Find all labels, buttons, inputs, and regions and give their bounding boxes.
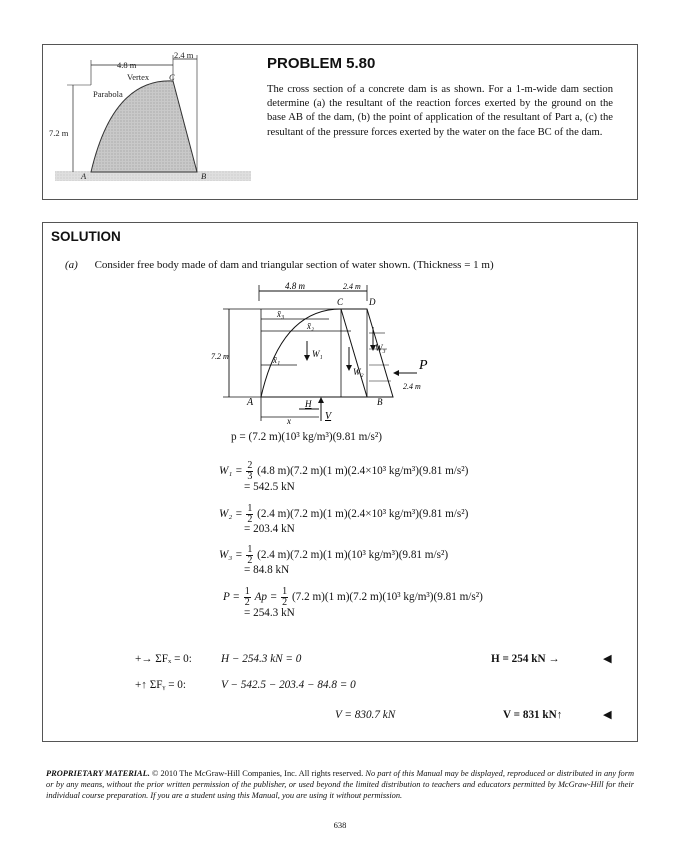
footer-lead: PROPRIETARY MATERIAL. [46,769,150,778]
eq-sum-fx: H − 254.3 kN = 0 [221,653,302,665]
eq-pressure [223,587,483,608]
eq-pressure-frac2: $\frac{1}{2}$ [282,586,288,608]
eq-sum-fy: V − 542.5 − 203.4 − 84.8 = 0 [221,679,356,691]
fbd-label-h: H [305,399,312,409]
eq-w1-lhs: W₁ = [219,465,243,478]
dam-figure [45,45,255,199]
footer-italic: No part of this Manual may be displayed, reproduced or distributed in any form or by any means, without the prior written permission of the publisher, or used beyond the limited distribution to teachers and educators permitted by McGraw-Hill for their individual course preparation. If you are a student using this Manual, you are using it without permission. [46,769,635,800]
eq-w2-result: = 203.4 kN [244,523,295,535]
copyright-footer [46,768,634,801]
fbd-dim-48: 4.8 m [285,281,305,291]
eq-w1-frac: $\frac{2}{3}$ [247,460,253,482]
eq-w3-lhs: W₃ = [219,549,243,562]
eq-sum-fx-prefix: +→ ΣFₓ = 0: [135,653,192,665]
fbd-label-x2: x̄₂ [307,321,315,331]
intro-text: Consider free body made of dam and triangular section of water shown. (Thickness = 1 m) [94,259,494,271]
label-parabola: Parabola [93,89,123,99]
eq-w1-rhs: (4.8 m)(7.2 m)(1 m)(2.4×10³ kg/m³)(9.81 m/s²) [257,465,469,478]
eq-pressure-frac1: $\frac{1}{2}$ [244,586,250,608]
eq-pressure-rhs: (7.2 m)(1 m)(7.2 m)(10³ kg/m³)(9.81 m/s²) [291,591,483,604]
fbd-label-p: P [419,358,428,373]
fbd-label-w1: W₁ [312,349,323,359]
dim-top-right: 2.4 m [174,50,194,60]
solution-box [42,222,638,742]
eq-sum-fy-prefix: +↑ ΣFᵧ = 0: [135,679,187,691]
free-body-diagram [209,279,449,429]
fbd-label-d: D [369,297,376,307]
eq-w2-lhs: W₂ = [219,508,243,521]
eq-w1-result: = 542.5 kN [244,481,295,493]
eq-w3-result: = 84.8 kN [244,564,290,576]
answer-h: H = 254 kN → [491,653,560,665]
eq-pressure-mid: Ap = [254,591,278,604]
fbd-label-72: 7.2 m [211,352,229,361]
eq-w1 [219,461,468,482]
dim-top-left: 4.8 m [117,60,137,70]
label-b: B [201,171,207,181]
fbd-dim-24: 2.4 m [343,282,361,291]
problem-title: PROBLEM 5.80 [267,55,376,72]
fbd-label-x3: x̄₃ [277,309,285,319]
eq-w2-frac: $\frac{1}{2}$ [247,503,253,525]
problem-statement: The cross section of a concrete dam is as shown. For a 1-m-wide dam section determine (a) the resultant of the reaction forces exerted by the ground on the base AB of the dam, (b) the point of application of the resultant of Part a, (c) the resultant of the pressure forces exerted by the water on the face BC of the dam. [267,84,613,138]
answer-marker-v: ◀ [603,708,612,721]
page-number: 638 [333,820,347,830]
eq-w3 [219,545,448,566]
footer-text: © 2010 The McGraw-Hill Companies, Inc. All rights reserved. [152,769,364,778]
eq-p: p = (7.2 m)(10³ kg/m³)(9.81 m/s²) [231,431,382,443]
eq-w2-rhs: (2.4 m)(7.2 m)(1 m)(2.4×10³ kg/m³)(9.81 m/s²) [257,508,469,521]
fbd-label-v: V [325,411,332,422]
eq-pressure-lhs: P = [223,591,240,604]
solution-title: SOLUTION [51,229,121,244]
eq-w3-rhs: (2.4 m)(7.2 m)(1 m)(10³ kg/m³)(9.81 m/s²) [257,549,449,562]
fbd-label-x: x [287,416,291,426]
part-label: (a) [65,259,78,271]
answer-marker-h: ◀ [603,652,612,665]
eq-v-value: V = 830.7 kN [335,709,396,721]
fbd-label-24m: 2.4 m [403,382,421,391]
fbd-label-w3: W₃ [375,343,386,353]
fbd-label-b: B [377,397,383,407]
label-a: A [81,171,87,181]
dim-height: 7.2 m [49,128,69,138]
problem-box [42,44,638,200]
solution-intro [65,259,494,271]
label-vertex: Vertex [127,72,150,82]
fbd-label-c: C [337,297,344,307]
label-c: C [169,72,175,82]
answer-v: V = 831 kN↑ [503,709,563,721]
eq-w2 [219,504,468,525]
eq-pressure-result: = 254.3 kN [244,607,295,619]
fbd-label-w2: W₂ [353,367,364,377]
eq-w3-frac: $\frac{1}{2}$ [247,544,253,566]
fbd-label-a: A [247,397,254,408]
fbd-label-x1: x̄₁ [273,355,281,365]
